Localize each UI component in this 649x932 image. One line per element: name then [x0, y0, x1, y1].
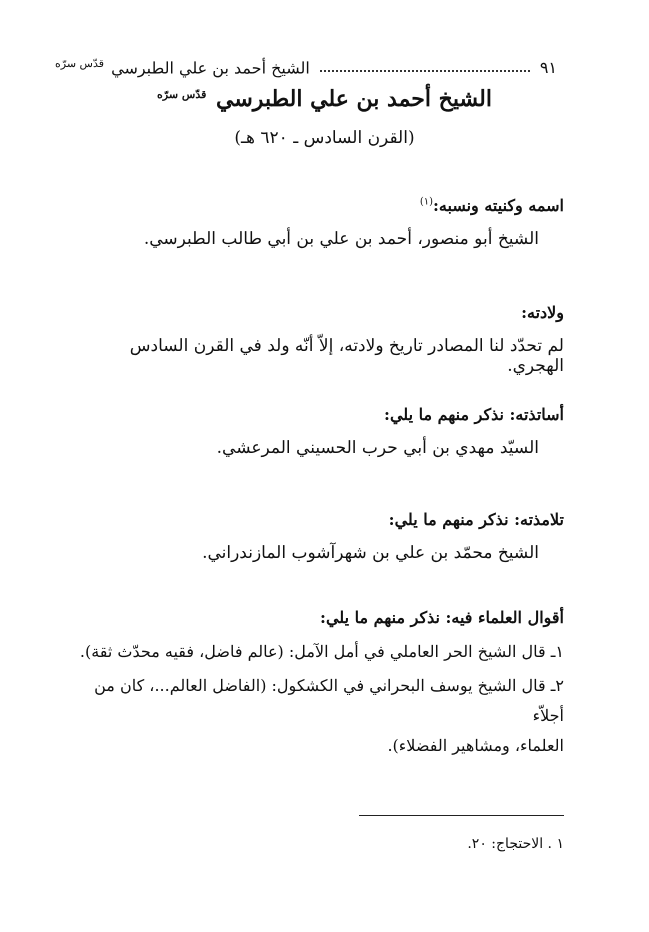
- page-number: ٩١: [539, 57, 557, 77]
- section-sayings-heading: أقوال العلماء فيه: نذكر منهم ما يلي:: [320, 608, 564, 627]
- section-students: [70, 510, 564, 563]
- section-teachers-text: السيّد مهدي بن أبي حرب الحسيني المرعشي.: [216, 438, 539, 458]
- section-name-heading-text: اسمه وكنيته ونسبه:: [433, 196, 564, 215]
- section-teachers-heading: أساتذته: نذكر منهم ما يلي:: [384, 405, 564, 424]
- page-title-text: الشيخ أحمد بن علي الطبرسي: [216, 86, 492, 112]
- running-title-text: الشيخ أحمد بن علي الطبرسي: [111, 58, 310, 78]
- running-title: [55, 57, 310, 77]
- section-sayings: [70, 608, 564, 761]
- page-title: [0, 86, 649, 112]
- footnote-reference: (١): [419, 196, 433, 208]
- section-name: [70, 196, 564, 249]
- running-title-honorific: قدّس سرّه: [55, 56, 105, 70]
- dotted-leader: [320, 70, 530, 72]
- section-students-text: الشيخ محمّد بن علي بن شهرآشوب المازندراني.: [202, 543, 539, 563]
- footnote: ١ . الاحتجاج: ٢٠.: [467, 836, 564, 852]
- saying-item-1: ١ـ قال الشيخ الحر العاملي في أمل الآمل: (عالم فاضل، فقيه محدّث ثقة).: [79, 642, 564, 661]
- section-teachers: [70, 405, 564, 458]
- running-header: [55, 52, 557, 82]
- section-birth-text: لم تحدّد لنا المصادر تاريخ ولادته، إلاّ أنّه ولد في القرن السادس الهجري.: [129, 336, 564, 376]
- section-name-heading: [70, 196, 564, 215]
- footnote-divider: [359, 815, 564, 816]
- era-subtitle: (القرن السادس ـ ٦٢٠ هـ): [234, 128, 415, 148]
- page-title-honorific: قدّس سرّه: [157, 87, 207, 101]
- saying-item-2-line-2: العلماء، ومشاهير الفضلاء).: [387, 736, 564, 755]
- saying-item-2-line-1: ٢ـ قال الشيخ يوسف البحراني في الكشكول: (الفاضل العالم...، كان من أجلاّء: [94, 676, 564, 725]
- section-name-text: الشيخ أبو منصور، أحمد بن علي بن أبي طالب الطبرسي.: [143, 229, 539, 249]
- section-students-heading: تلامذته: نذكر منهم ما يلي:: [388, 510, 564, 529]
- section-birth: [70, 303, 564, 376]
- section-birth-heading: ولادته:: [521, 303, 564, 322]
